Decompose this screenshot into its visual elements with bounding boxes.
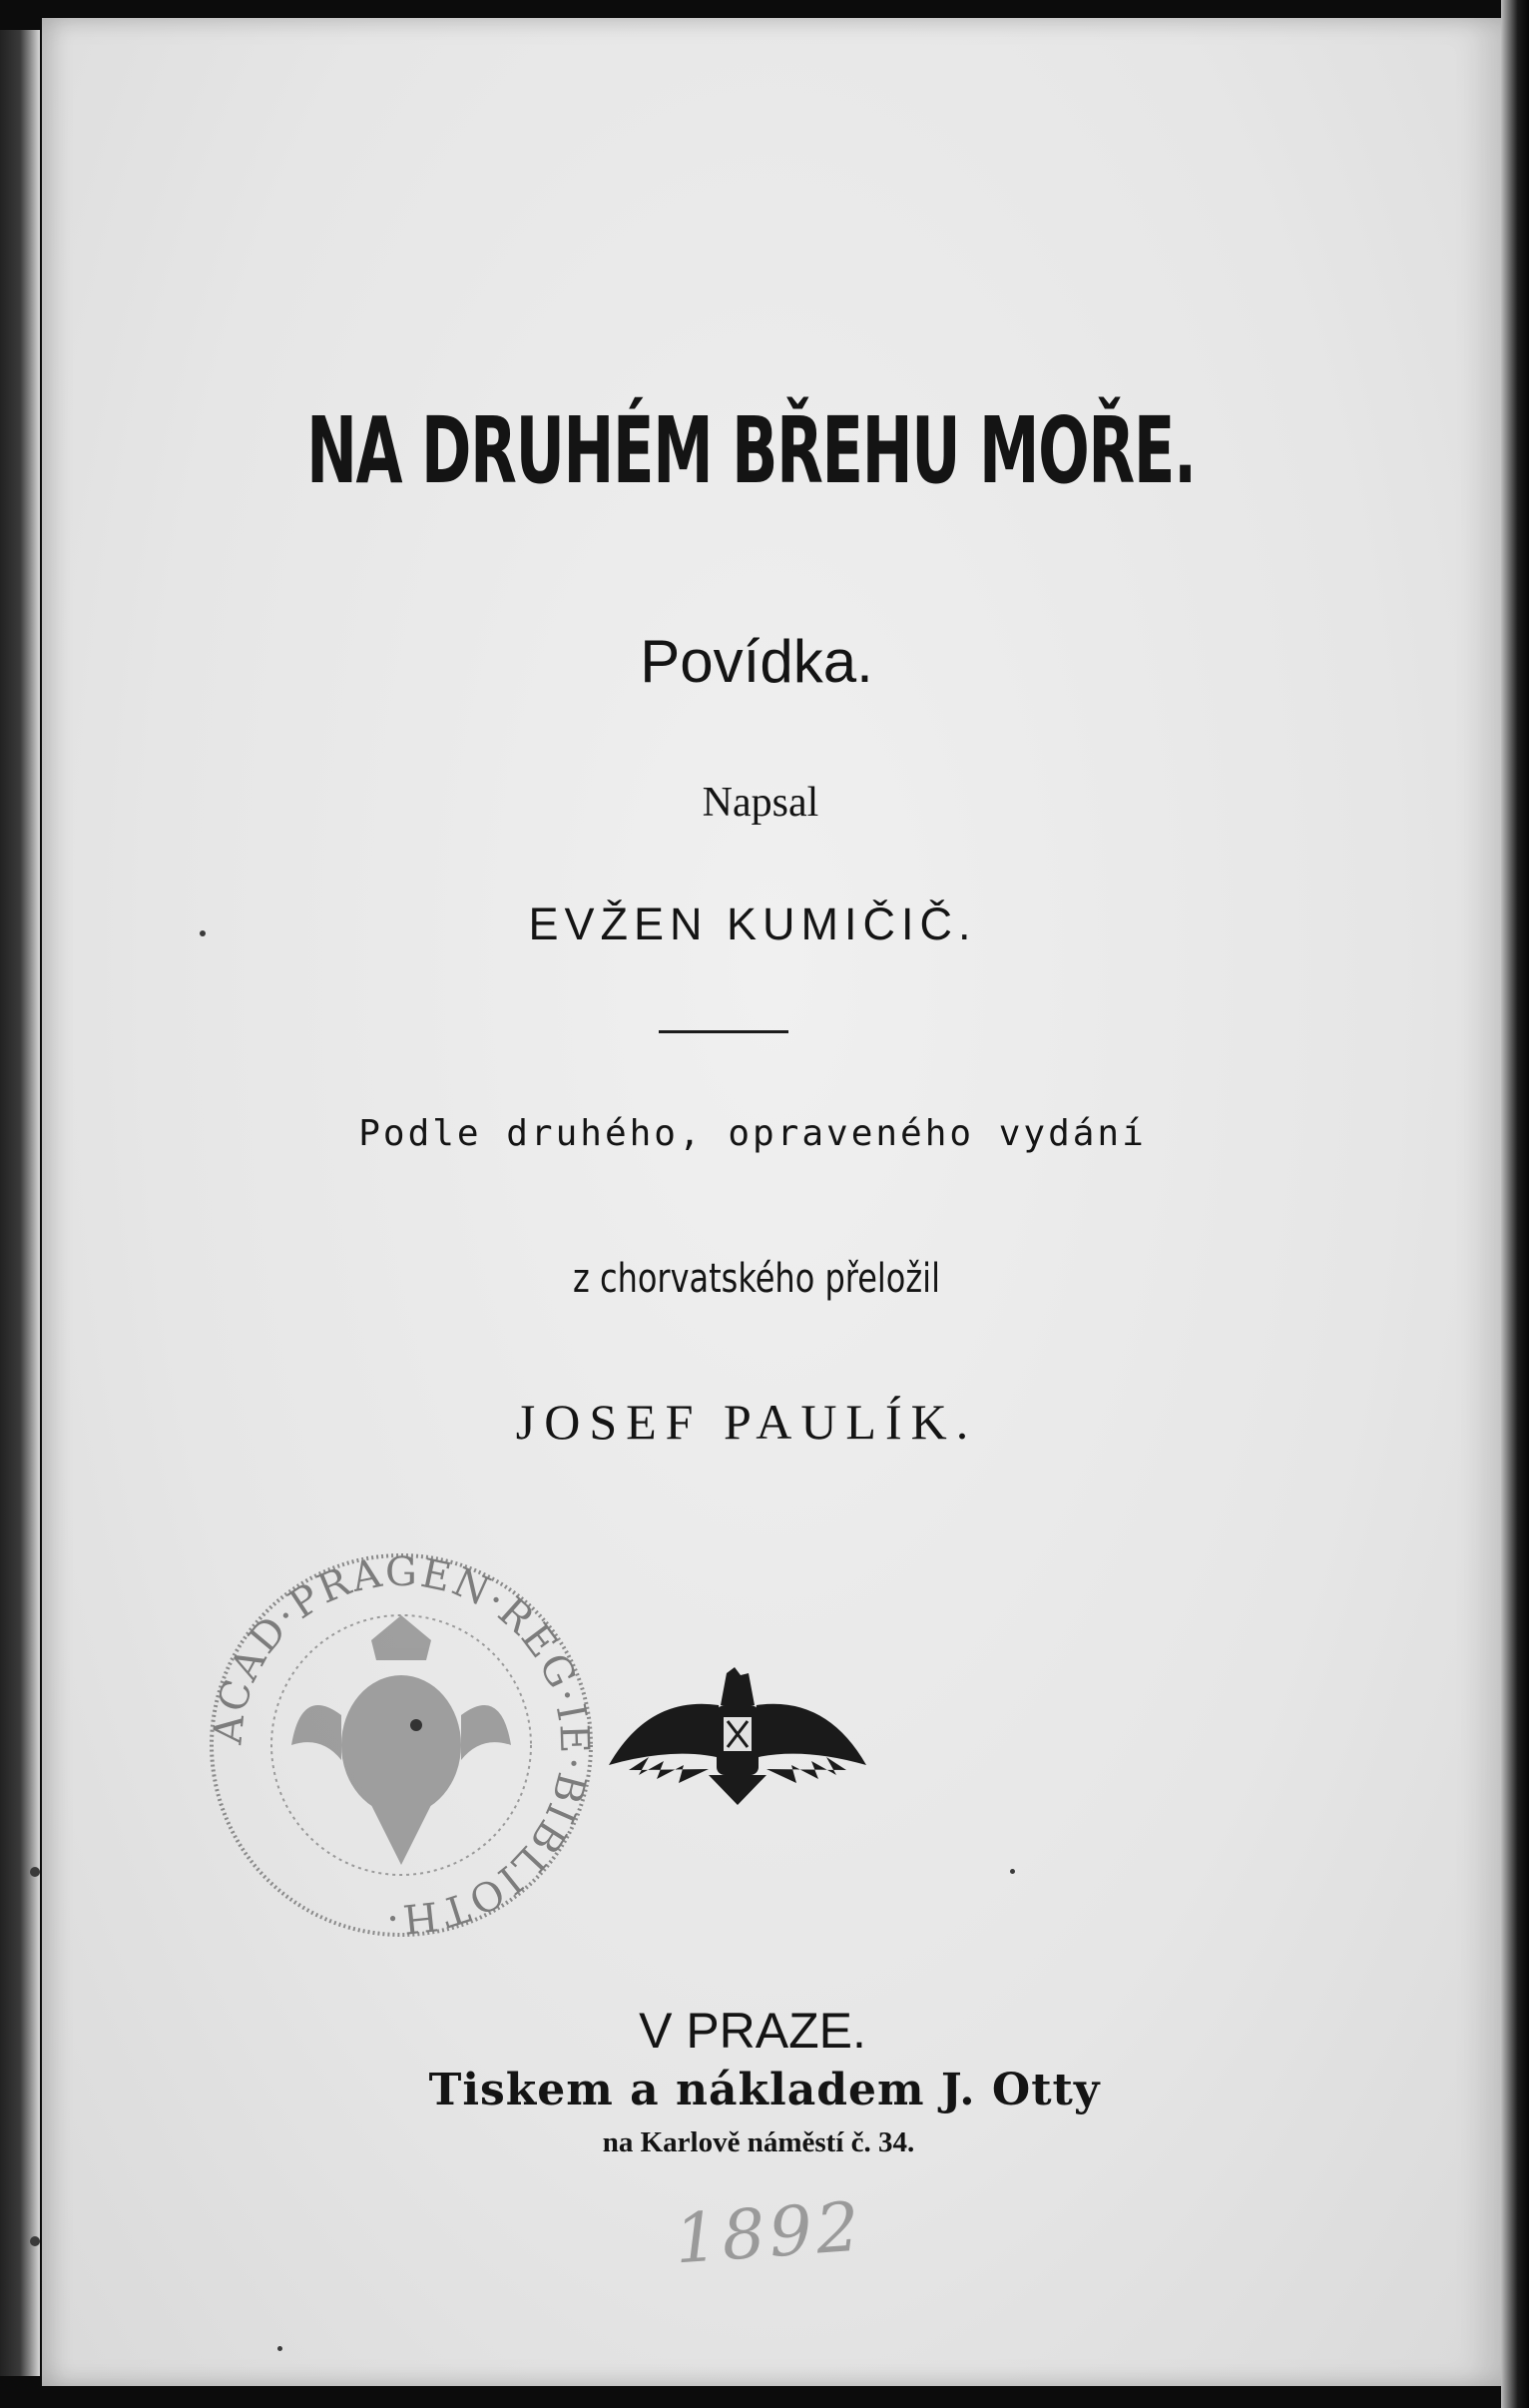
imprint-printer: Tiskem a nákladem J. Otty bbox=[428, 2065, 1101, 2115]
double-headed-eagle-icon bbox=[609, 1665, 866, 1805]
imprint-city: V PRAZE. bbox=[639, 2003, 866, 2059]
paper-speck bbox=[30, 1867, 40, 1877]
edition-note: Podle druhého, opraveného vydání bbox=[358, 1113, 1147, 1154]
paper-speck bbox=[277, 2346, 282, 2351]
imprint-address: na Karlově náměstí č. 34. bbox=[602, 2126, 915, 2158]
author-name: EVŽEN KUMIČIČ. bbox=[528, 899, 977, 949]
paper-speck bbox=[30, 2236, 40, 2246]
divider-rule bbox=[659, 1030, 788, 1033]
book-subtitle: Povídka. bbox=[640, 628, 873, 695]
written-by-label: Napsal bbox=[702, 780, 819, 826]
paper-speck bbox=[200, 930, 206, 936]
translator-name: JOSEF PAULÍK. bbox=[515, 1394, 978, 1450]
stamp-text: ACAD·PRAGEN·REG·IE·BIBLIOTH· bbox=[205, 1548, 598, 1942]
book-title: NA DRUHÉM BŘEHU MOŘE. bbox=[306, 397, 1196, 504]
handwritten-year: 1892 bbox=[672, 2187, 866, 2280]
translation-note: z chorvatského přeložil bbox=[573, 1256, 940, 1302]
paper-speck bbox=[1010, 1869, 1015, 1874]
library-stamp-icon bbox=[202, 1545, 601, 1945]
